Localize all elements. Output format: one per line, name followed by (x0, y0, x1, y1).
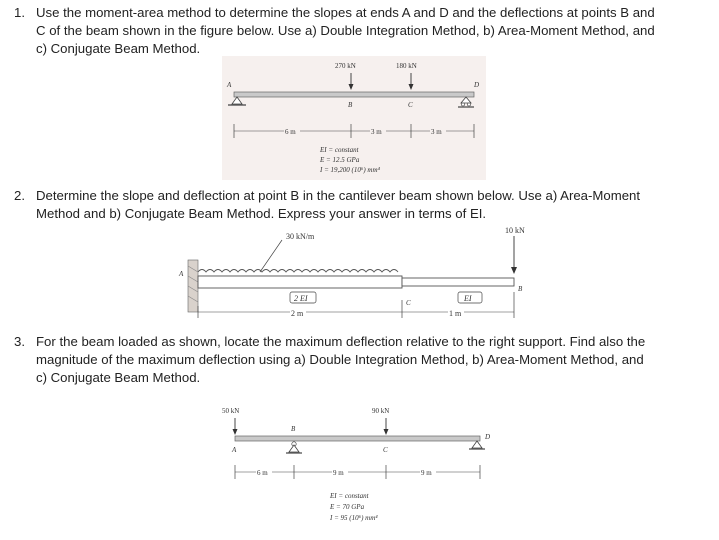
distributed-load (198, 270, 398, 273)
point-d-label: D (474, 81, 480, 89)
prop-e: E = 12.5 GPa (320, 156, 360, 164)
dim-1m-label: 1 m (449, 309, 462, 318)
prop-ei: EI = constant (320, 146, 359, 154)
question-1-line-1: Use the moment-area method to determine the slopes at ends A and D and the deflections at points B and (36, 5, 655, 20)
prop-ei: EI = constant (330, 492, 369, 500)
question-2-line-2: Method and b) Conjugate Beam Method. Express your answer in terms of EI. (36, 206, 487, 221)
dim-3m-label-1: 3 m (371, 128, 382, 136)
question-1-line-2: C of the beam shown in the figure below. Use a) Double Integration Method, b) Area-Moment Method, and (36, 23, 655, 38)
beam-segment-ei (402, 278, 514, 286)
figure-1-beam (222, 56, 486, 180)
figure-2-cantilever (170, 222, 550, 330)
point-load-label: 10 kN (505, 226, 525, 235)
question-2-number: 2. (14, 188, 25, 203)
point-b-label: B (348, 101, 353, 109)
load-180-label: 180 kN (396, 62, 417, 70)
question-2-line-1: Determine the slope and deflection at point B in the cantilever beam shown below. Use a) Area-Moment (36, 188, 641, 203)
dim-6m-label: 6 m (257, 469, 268, 477)
point-c-label: C (383, 446, 388, 454)
beam-1 (234, 92, 474, 97)
point-a-label: A (227, 81, 232, 89)
prop-i: I = 95 (10⁶) mm⁴ (330, 514, 378, 522)
point-b-label: B (291, 425, 296, 433)
question-3-line-3: c) Conjugate Beam Method. (36, 370, 201, 385)
dim-3m-label-2: 3 m (431, 128, 442, 136)
point-a-label: A (179, 270, 184, 278)
stiffness-2ei-label: 2 EI (294, 294, 308, 303)
dim-2m-label: 2 m (291, 309, 304, 318)
question-1-line-3: c) Conjugate Beam Method. (36, 41, 201, 56)
point-a-label: A (232, 446, 237, 454)
load-50-label: 50 kN (222, 407, 240, 415)
point-c-label: C (408, 101, 413, 109)
load-90-label: 90 kN (372, 407, 390, 415)
beam-3 (235, 436, 480, 441)
point-b-label: B (518, 285, 523, 293)
question-3 (14, 333, 704, 387)
question-3-number: 3. (14, 334, 25, 349)
distributed-load-label: 30 kN/m (286, 232, 315, 241)
point-d-label: D (485, 433, 491, 441)
beam-segment-2ei (198, 276, 402, 288)
question-3-line-1: For the beam loaded as shown, locate the maximum deflection relative to the right support. Find also the (36, 334, 646, 349)
question-2 (14, 187, 704, 223)
dim-6m-label: 6 m (285, 128, 296, 136)
point-c-label: C (406, 299, 411, 307)
fixed-wall (188, 260, 198, 312)
load-270-label: 270 kN (335, 62, 356, 70)
figure-3-beam (218, 402, 500, 534)
prop-i: I = 19,200 (10⁶) mm⁴ (320, 166, 380, 174)
dim-9m-label-2: 9 m (421, 469, 432, 477)
stiffness-ei-label: EI (464, 294, 472, 303)
question-1 (14, 4, 704, 58)
dim-9m-label-1: 9 m (333, 469, 344, 477)
prop-e: E = 70 GPa (330, 503, 365, 511)
question-3-line-2: magnitude of the maximum deflection using a) Double Integration Method, b) Area-Moment Method, and (36, 352, 644, 367)
question-1-number: 1. (14, 5, 25, 20)
support-d (472, 441, 482, 448)
